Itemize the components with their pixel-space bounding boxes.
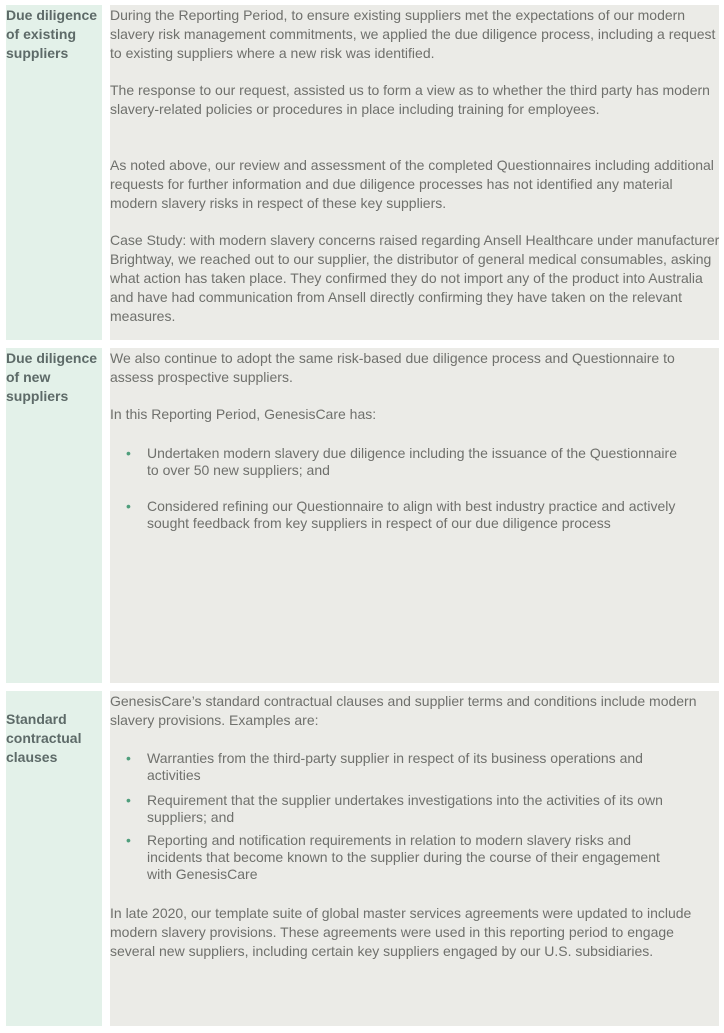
section-content-cell — [110, 691, 719, 1026]
section-new-suppliers — [0, 348, 724, 683]
bullet-dot: • — [126, 792, 131, 808]
list-item-text: Undertaken modern slavery due diligence including the issuance of the Questionnaire to over 50 new suppliers; and — [147, 445, 677, 478]
section-label: Due diligence of existing suppliers — [6, 7, 98, 61]
paragraph: We also continue to adopt the same risk-based due diligence process and Questionnaire to assess prospective suppliers. — [110, 350, 675, 385]
paragraph: As noted above, our review and assessment of the completed Questionnaires including additional requests for further information and due diligence processes has not identified any material modern slavery risks in respect of these key suppliers. — [110, 157, 714, 211]
section-label: Due diligence of new suppliers — [6, 350, 98, 404]
bullet-dot: • — [126, 832, 131, 848]
list-item-text: Reporting and notification requirements in relation to modern slavery risks and incidents that become known to the supplier during the course of their engagement with GenesisCare — [147, 832, 660, 882]
section-content-cell — [110, 5, 719, 340]
list-item-text: Considered refining our Questionnaire to align with best industry practice and actively sought feedback from key suppliers in respect of our due diligence process — [147, 498, 676, 531]
section-contractual-clauses — [0, 691, 724, 1026]
list-item-text: Requirement that the supplier undertakes investigations into the activities of its own suppliers; and — [147, 792, 663, 825]
section-label-cell — [6, 348, 102, 683]
bullet-dot: • — [126, 445, 131, 461]
paragraph: Case Study: with modern slavery concerns raised regarding Ansell Healthcare under manufacturer Brightway, we reached out to our supplier, the distributor of general medical consumables, asking what action has taken place. They confirmed they do not import any of the product into Australia and have had communication from Ansell directly confirming they have taken on the relevant measures. — [110, 232, 720, 324]
section-label-cell — [6, 5, 102, 340]
list-item-text: Warranties from the third-party supplier in respect of its business operations and activities — [147, 750, 643, 783]
paragraph: The response to our request, assisted us to form a view as to whether the third party has modern slavery-related policies or procedures in place including training for employees. — [110, 82, 710, 117]
section-existing-suppliers — [0, 5, 724, 340]
paragraph: In late 2020, our template suite of global master services agreements were updated to include modern slavery provisions. These agreements were used in this reporting period to engage several new suppliers, including certain key suppliers engaged by our U.S. subsidiaries. — [110, 905, 692, 959]
bullet-dot: • — [126, 498, 131, 514]
section-content-cell — [110, 348, 719, 683]
paragraph: During the Reporting Period, to ensure existing suppliers met the expectations of our modern slavery risk management commitments, we applied the due diligence process, including a request to existing suppliers where a new risk was identified. — [110, 7, 716, 61]
paragraph: In this Reporting Period, GenesisCare has: — [110, 406, 377, 422]
section-label: Standard contractual clauses — [6, 711, 82, 765]
bullet-dot: • — [126, 750, 131, 766]
paragraph: GenesisCare’s standard contractual clauses and supplier terms and conditions include modern slavery provisions. Examples are: — [110, 693, 697, 728]
section-label-cell — [6, 691, 102, 1026]
